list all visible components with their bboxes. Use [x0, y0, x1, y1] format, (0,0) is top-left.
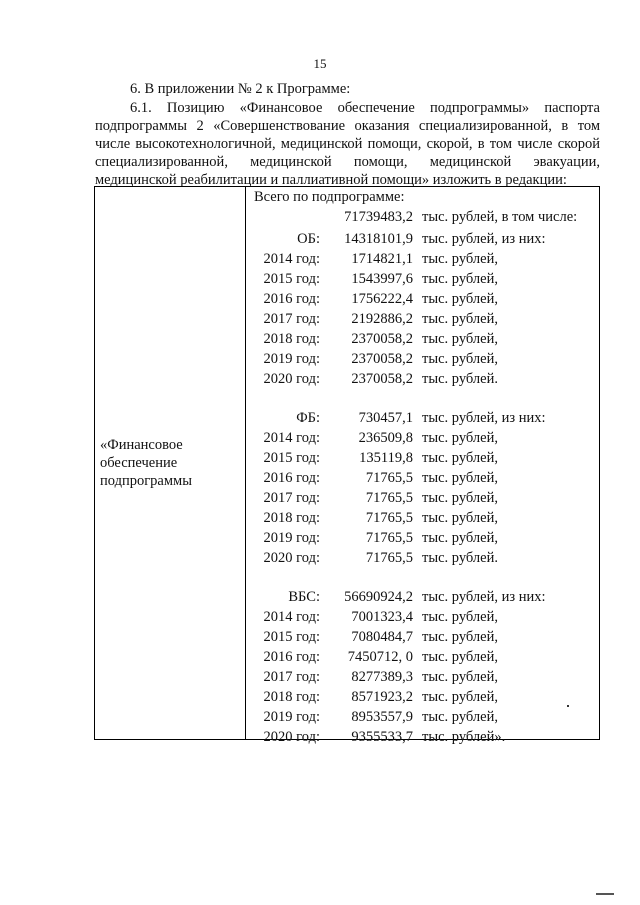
scan-mark [567, 705, 569, 707]
table-row [246, 309, 601, 329]
table-row [246, 727, 601, 747]
row-key: 2019 год: [263, 709, 320, 725]
row-key: ОБ: [297, 231, 320, 247]
table-row [246, 229, 601, 249]
table-row [246, 687, 601, 707]
table-row [246, 667, 601, 687]
table-row [246, 488, 601, 508]
row-unit: тыс. рублей». [422, 729, 506, 745]
row-unit: тыс. рублей, [422, 629, 498, 645]
row-unit: тыс. рублей, [422, 530, 498, 546]
table-row [246, 369, 601, 389]
scan-dash [596, 893, 614, 895]
table-row [246, 448, 601, 468]
row-key: 2019 год: [263, 530, 320, 546]
table-row [246, 289, 601, 309]
row-key: 2016 год: [263, 470, 320, 486]
row-value: 71765,5 [365, 490, 413, 506]
table-row [246, 707, 601, 727]
table-row [246, 428, 601, 448]
row-value: 56690924,2 [344, 589, 413, 605]
row-value: 2370058,2 [351, 371, 413, 387]
total-heading: Всего по подпрограмме: [254, 189, 405, 205]
table-row [246, 647, 601, 667]
row-value: 2370058,2 [351, 331, 413, 347]
row-value: 71739483,2 [344, 209, 413, 225]
row-key: 2017 год: [263, 311, 320, 327]
row-key: 2018 год: [263, 689, 320, 705]
row-value: 135119,8 [359, 450, 413, 466]
label-line: «Финансовое [100, 437, 183, 453]
row-unit: тыс. рублей, [422, 649, 498, 665]
row-key: 2016 год: [263, 649, 320, 665]
row-key: 2016 год: [263, 291, 320, 307]
row-unit: тыс. рублей, [422, 450, 498, 466]
row-key: 2015 год: [263, 271, 320, 287]
row-value: 8277389,3 [351, 669, 413, 685]
table-row [246, 207, 601, 227]
row-value: 7450712, 0 [347, 649, 413, 665]
row-unit: тыс. рублей, из них: [422, 231, 546, 247]
paragraph-6: 6. В приложении № 2 к Программе: [130, 81, 351, 97]
row-key: 2019 год: [263, 351, 320, 367]
financing-label-cell [95, 187, 246, 740]
row-value: 71765,5 [365, 530, 413, 546]
row-unit: тыс. рублей, [422, 510, 498, 526]
row-value: 8953557,9 [351, 709, 413, 725]
table-row [246, 607, 601, 627]
row-value: 1714821,1 [351, 251, 413, 267]
row-key: 2020 год: [263, 371, 320, 387]
row-key: 2014 год: [263, 430, 320, 446]
row-unit: тыс. рублей, [422, 291, 498, 307]
table-row [246, 468, 601, 488]
row-value: 2370058,2 [351, 351, 413, 367]
row-value: 1543997,6 [351, 271, 413, 287]
row-value: 71765,5 [365, 550, 413, 566]
row-unit: тыс. рублей, [422, 251, 498, 267]
row-value: 236509,8 [358, 430, 413, 446]
row-unit: тыс. рублей, из них: [422, 589, 546, 605]
table-row [246, 269, 601, 289]
row-value: 1756222,4 [351, 291, 413, 307]
table-row [246, 587, 601, 607]
row-key: 2014 год: [263, 609, 320, 625]
row-key: 2017 год: [263, 490, 320, 506]
row-key: 2018 год: [263, 510, 320, 526]
table-row [246, 349, 601, 369]
paragraph-6-1: 6.1. Позицию «Финансовое обеспечение подпрограммы» паспорта подпрограммы 2 «Совершенствование оказания специализированной, в том числе высокотехнологичной, медицинской помощи, скорой, в том числе скорой специализированной, медицинской помощи, медицинской эвакуации, медицинской реабилитации и паллиативной помощи» изложить в редакции: [95, 100, 600, 188]
row-value: 2192886,2 [351, 311, 413, 327]
row-unit: тыс. рублей, [422, 271, 498, 287]
row-unit: тыс. рублей, [422, 689, 498, 705]
row-value: 71765,5 [365, 470, 413, 486]
table-row [246, 508, 601, 528]
row-key: 2018 год: [263, 331, 320, 347]
label-line: обеспечение [100, 455, 178, 471]
table-row [246, 329, 601, 349]
row-unit: тыс. рублей, [422, 311, 498, 327]
table-row [246, 528, 601, 548]
table-row [246, 408, 601, 428]
row-unit: тыс. рублей, [422, 430, 498, 446]
table-row [246, 548, 601, 568]
financing-values-cell [246, 187, 600, 745]
row-value: 7001323,4 [351, 609, 413, 625]
row-key: 2020 год: [263, 729, 320, 745]
row-unit: тыс. рублей, в том числе: [422, 209, 578, 225]
label-line: подпрограммы [100, 473, 192, 489]
financing-label [95, 436, 245, 490]
row-key: 2017 год: [263, 669, 320, 685]
row-unit: тыс. рублей, [422, 490, 498, 506]
row-unit: тыс. рублей. [422, 550, 498, 566]
table-row [246, 627, 601, 647]
row-key: ВБС: [288, 589, 320, 605]
row-unit: тыс. рублей, [422, 351, 498, 367]
row-value: 9355533,7 [351, 729, 413, 745]
row-key: ФБ: [296, 410, 320, 426]
page-number: 15 [313, 56, 327, 71]
row-unit: тыс. рублей, [422, 609, 498, 625]
row-unit: тыс. рублей, [422, 669, 498, 685]
row-unit: тыс. рублей. [422, 371, 498, 387]
row-unit: тыс. рублей, из них: [422, 410, 546, 426]
row-value: 8571923,2 [351, 689, 413, 705]
row-key: 2015 год: [263, 450, 320, 466]
row-key: 2020 год: [263, 550, 320, 566]
row-value: 71765,5 [365, 510, 413, 526]
row-unit: тыс. рублей, [422, 331, 498, 347]
row-unit: тыс. рублей, [422, 709, 498, 725]
row-value: 730457,1 [358, 410, 413, 426]
row-key: 2014 год: [263, 251, 320, 267]
table-row [246, 249, 601, 269]
row-value: 7080484,7 [351, 629, 413, 645]
row-value: 14318101,9 [344, 231, 413, 247]
row-unit: тыс. рублей, [422, 470, 498, 486]
row-key: 2015 год: [263, 629, 320, 645]
financing-table [94, 186, 600, 745]
